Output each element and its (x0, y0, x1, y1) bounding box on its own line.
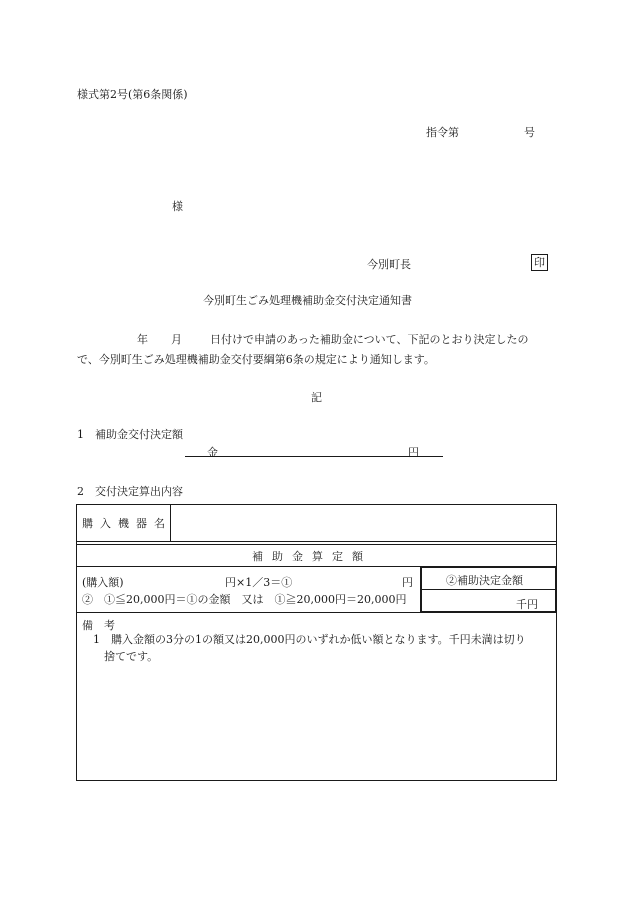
remarks-label: 備 考 (82, 619, 115, 632)
formula-1-unit: 円 (402, 576, 413, 589)
purchase-label: (購入額) (82, 576, 124, 589)
remarks-line-2: 捨てです。 (104, 650, 159, 663)
addressee-honorific: 様 (172, 200, 183, 213)
amount-yen-label: 円 (408, 446, 419, 459)
formula-2: ② ①≦20,000円＝①の金額 又は ①≧20,000円＝20,000円 (82, 593, 407, 606)
issuer-name: 今別町長 (367, 258, 411, 271)
section-1-heading: 1 補助金交付決定額 (77, 428, 183, 441)
row-divider-1 (76, 541, 557, 542)
body-year-label: 年 (137, 333, 148, 346)
amount-kin-label: 金 (207, 446, 218, 459)
reference-number-prefix: 指令第 (426, 126, 459, 139)
decision-box-divider (420, 589, 557, 590)
amount-underline (185, 456, 443, 457)
remarks-line-1: 1 購入金額の3分の1の額又は20,000円のいずれか低い額となります。千円未満は切り (93, 633, 526, 646)
form-number-label: 様式第2号(第6条関係) (77, 88, 188, 101)
reference-number-suffix: 号 (524, 126, 535, 139)
row-divider-2 (76, 544, 557, 545)
body-month-label: 月 (171, 333, 182, 346)
document-title: 今別町生ごみ処理機補助金交付決定通知書 (203, 294, 412, 307)
body-line-1: 日付けで申請のあった補助金について、下記のとおり決定したの (210, 333, 529, 346)
ki-heading: 記 (311, 391, 322, 404)
device-name-label: 購入機器名 (82, 517, 172, 530)
seal-mark: 印 (531, 254, 548, 271)
calc-header: 補助金算定額 (252, 550, 372, 563)
formula-1: 円×1／3＝① (225, 576, 293, 589)
decision-unit: 千円 (516, 598, 538, 611)
body-line-2: で、今別町生ごみ処理機補助金交付要綱第6条の規定により通知します。 (77, 353, 435, 366)
decision-label: ②補助決定金額 (446, 574, 523, 587)
section-2-heading: 2 交付決定算出内容 (77, 485, 183, 498)
